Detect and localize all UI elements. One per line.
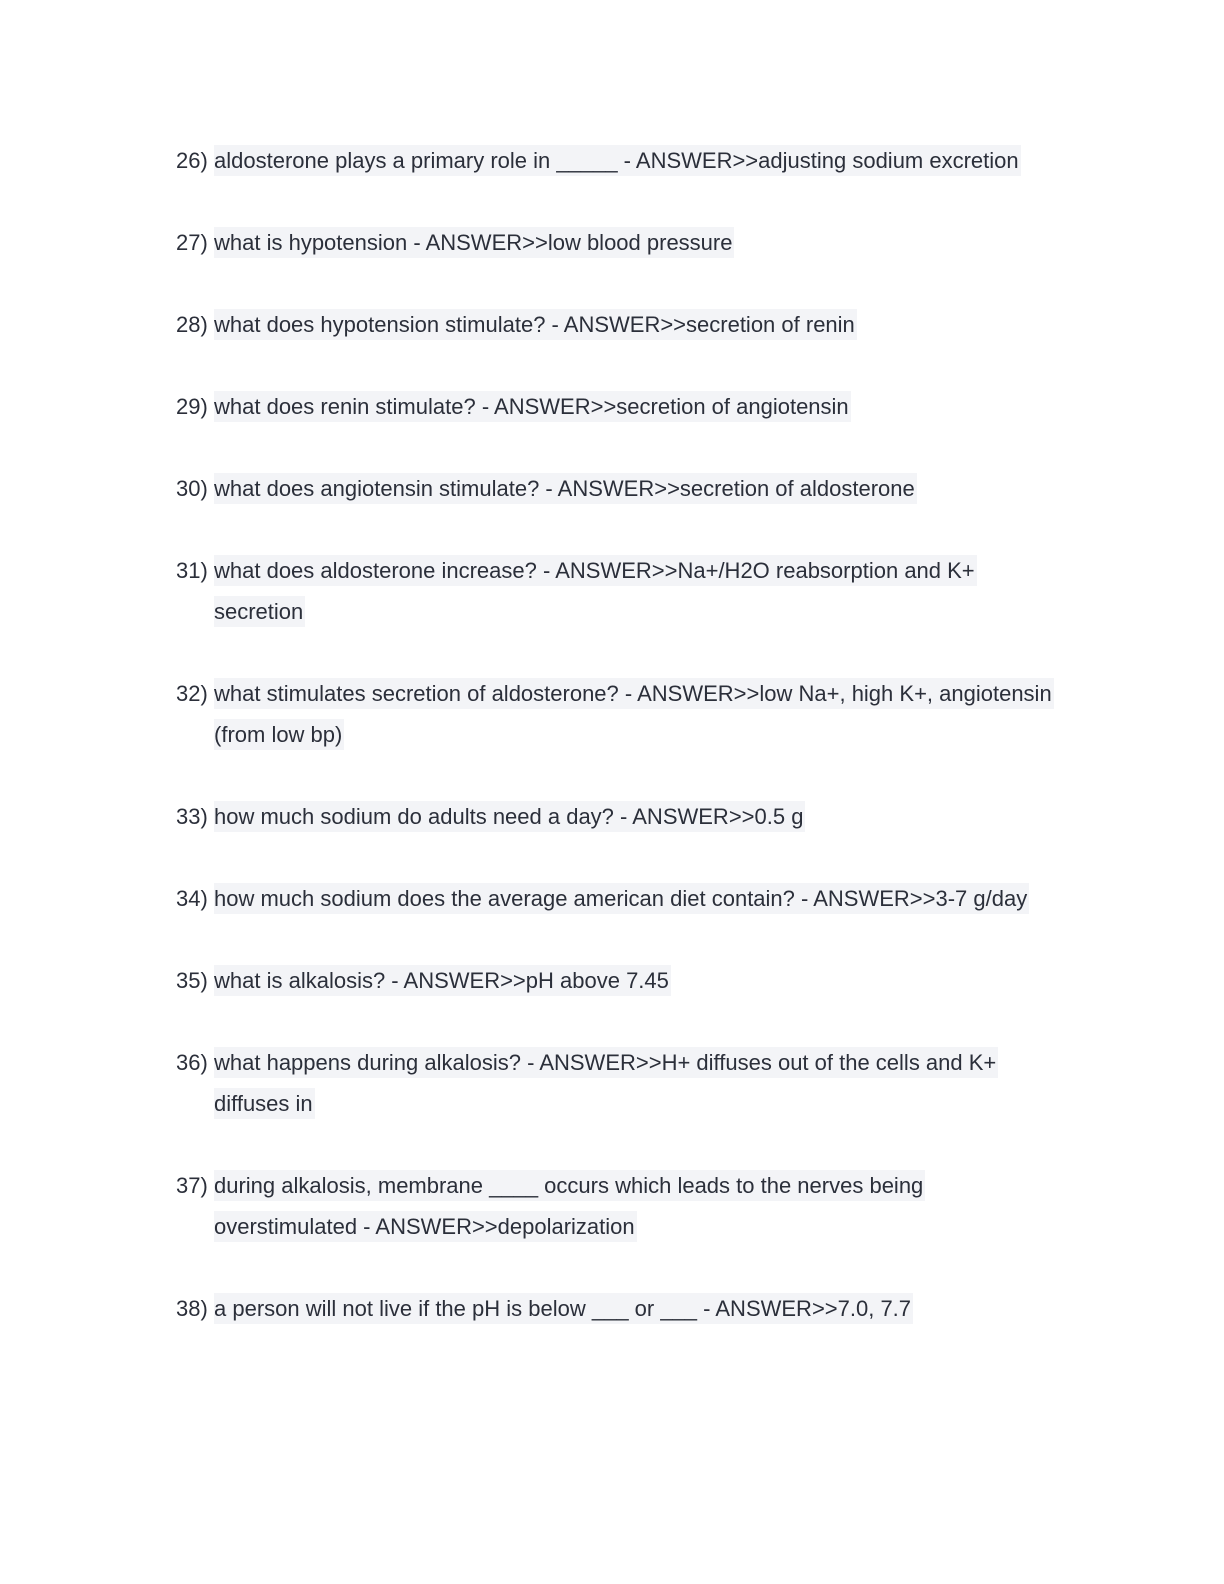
item-number: 29) bbox=[176, 394, 208, 419]
item-text: what is alkalosis? - ANSWER>>pH above 7.45 bbox=[214, 965, 671, 996]
item-text-block bbox=[214, 222, 1066, 263]
item-text: what does angiotensin stimulate? - ANSWER>>secretion of aldosterone bbox=[214, 473, 917, 504]
qa-item-36 bbox=[176, 1042, 1076, 1124]
item-text: what does renin stimulate? - ANSWER>>secretion of angiotensin bbox=[214, 391, 851, 422]
item-text-block bbox=[214, 140, 1066, 181]
item-text-block bbox=[214, 550, 1066, 632]
item-text-block bbox=[214, 796, 1066, 837]
item-text: how much sodium does the average american diet contain? - ANSWER>>3-7 g/day bbox=[214, 883, 1029, 914]
item-number: 34) bbox=[176, 886, 208, 911]
item-number: 27) bbox=[176, 230, 208, 255]
item-number: 26) bbox=[176, 148, 208, 173]
qa-item-28 bbox=[176, 304, 1076, 345]
item-text: how much sodium do adults need a day? - ANSWER>>0.5 g bbox=[214, 801, 805, 832]
item-number: 38) bbox=[176, 1296, 208, 1321]
qa-item-29 bbox=[176, 386, 1076, 427]
item-number: 32) bbox=[176, 681, 208, 706]
item-text: aldosterone plays a primary role in _____ - ANSWER>>adjusting sodium excretion bbox=[214, 145, 1021, 176]
item-text-block bbox=[214, 673, 1066, 755]
item-text: during alkalosis, membrane ____ occurs which leads to the nerves being overstimulated - ANSWER>>depolarization bbox=[214, 1170, 925, 1242]
item-text: what stimulates secretion of aldosterone? - ANSWER>>low Na+, high K+, angiotensin (from low bp) bbox=[214, 678, 1054, 750]
item-text: what is hypotension - ANSWER>>low blood pressure bbox=[214, 227, 734, 258]
item-text-block bbox=[214, 1288, 1066, 1329]
qa-item-27 bbox=[176, 222, 1076, 263]
qa-item-38 bbox=[176, 1288, 1076, 1329]
item-number: 35) bbox=[176, 968, 208, 993]
qa-item-37 bbox=[176, 1165, 1076, 1247]
item-number: 30) bbox=[176, 476, 208, 501]
item-text: what happens during alkalosis? - ANSWER>>H+ diffuses out of the cells and K+ diffuses in bbox=[214, 1047, 998, 1119]
qa-item-33 bbox=[176, 796, 1076, 837]
qa-item-32 bbox=[176, 673, 1076, 755]
item-text-block bbox=[214, 468, 1066, 509]
item-text-block bbox=[214, 1042, 1066, 1124]
item-number: 28) bbox=[176, 312, 208, 337]
item-text-block bbox=[214, 960, 1066, 1001]
item-text: a person will not live if the pH is below ___ or ___ - ANSWER>>7.0, 7.7 bbox=[214, 1293, 913, 1324]
item-text-block bbox=[214, 386, 1066, 427]
item-text: what does aldosterone increase? - ANSWER>>Na+/H2O reabsorption and K+ secretion bbox=[214, 555, 977, 627]
item-text-block bbox=[214, 304, 1066, 345]
qa-item-35 bbox=[176, 960, 1076, 1001]
item-number: 33) bbox=[176, 804, 208, 829]
qa-item-31 bbox=[176, 550, 1076, 632]
item-number: 36) bbox=[176, 1050, 208, 1075]
item-text-block bbox=[214, 1165, 1066, 1247]
item-text-block bbox=[214, 878, 1066, 919]
qa-item-26 bbox=[176, 140, 1076, 181]
item-number: 31) bbox=[176, 558, 208, 583]
item-number: 37) bbox=[176, 1173, 208, 1198]
qa-item-34 bbox=[176, 878, 1076, 919]
qa-list bbox=[176, 140, 1076, 1370]
item-text: what does hypotension stimulate? - ANSWER>>secretion of renin bbox=[214, 309, 857, 340]
qa-item-30 bbox=[176, 468, 1076, 509]
